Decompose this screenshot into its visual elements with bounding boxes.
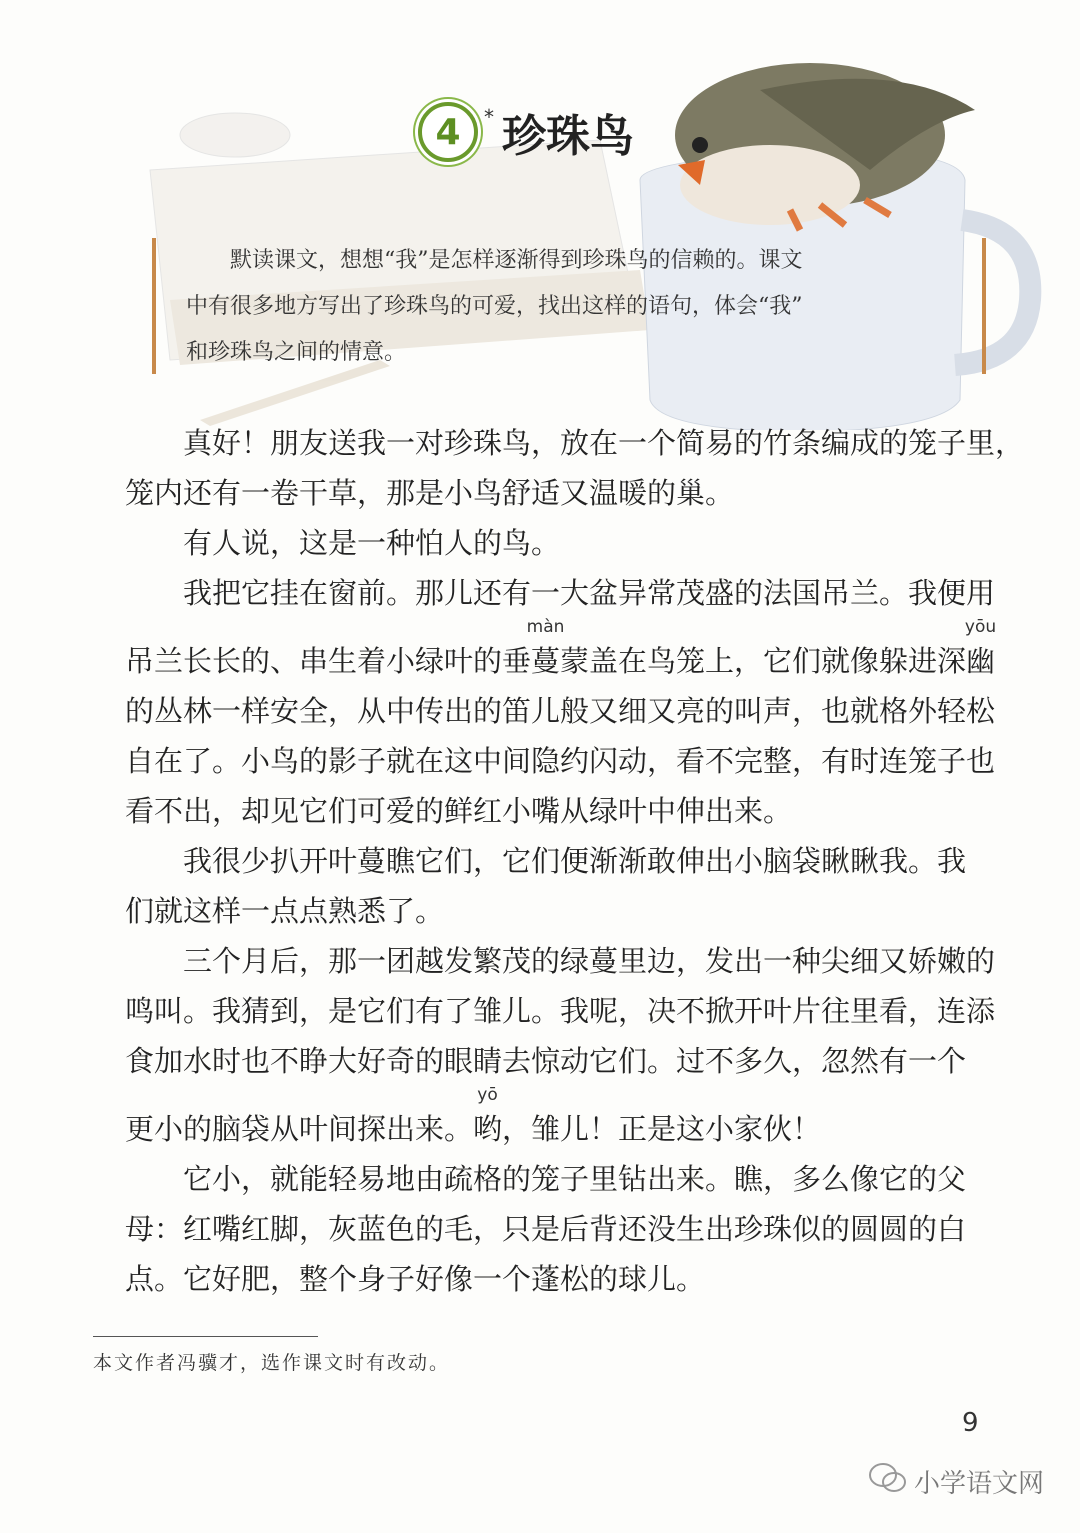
pinyin-annotated-char: 哟 yō <box>473 1085 503 1146</box>
paragraph-line: 真好！朋友送我一对珍珠鸟，放在一个简易的竹条编成的笼子里， <box>183 426 1025 460</box>
pinyin-annotated-char: 幽 yōu <box>964 617 997 678</box>
guide-line: 默读课文，想想“我”是怎样逐渐得到珍珠鸟的信赖的。课文 <box>186 248 803 273</box>
lesson-body-text <box>125 418 1025 1304</box>
paragraph-line: 吊兰长长的、串生着小绿叶的垂蔓 màn 蒙盖在鸟笼上，它们就像躲进深幽 yōu <box>125 618 1025 686</box>
paragraph-line: 们就这样一点点熟悉了。 <box>125 894 445 928</box>
lesson-title <box>418 100 634 164</box>
paragraph-line: 食加水时也不睁大好奇的眼睛去惊动它们。过不多久，忽然有一个 <box>125 1044 967 1078</box>
watermark-text: 小学语文网 <box>914 1469 1045 1499</box>
footnote: 本文作者冯骥才，选作课文时有改动。 <box>93 1352 451 1374</box>
paragraph-line: 的丛林一样安全，从中传出的笛儿般又细又亮的叫声，也就格外轻松 <box>125 694 996 728</box>
paragraph-line: 点。它好肥，整个身子好像一个蓬松的球儿。 <box>125 1262 706 1296</box>
lesson-title-text: 珍珠鸟 <box>502 111 634 162</box>
paragraph-line: 自在了。小鸟的影子就在这中间隐约闪动，看不完整，有时连笼子也 <box>125 744 996 778</box>
pinyin: yōu <box>964 617 997 637</box>
paragraph-line: 三个月后，那一团越发繁茂的绿蔓里边，发出一种尖细又娇嫩的 <box>183 944 996 978</box>
paragraph-line: 它小，就能轻易地由疏格的笼子里钻出来。瞧，多么像它的父 <box>183 1162 967 1196</box>
pinyin: màn <box>526 617 565 637</box>
self-study-marker: * <box>484 105 494 129</box>
paragraph-line: 有人说，这是一种怕人的鸟。 <box>183 526 561 560</box>
watermark <box>868 1460 1044 1503</box>
paragraph-line: 鸣叫。我猜到，是它们有了雏儿。我呢，决不掀开叶片往里看，连添 <box>125 994 996 1028</box>
pinyin-annotated-char: 蔓 màn <box>526 617 565 678</box>
page-number: 9 <box>962 1408 979 1438</box>
paragraph-line: 看不出，却见它们可爱的鲜红小嘴从绿叶中伸出来。 <box>125 794 793 828</box>
guide-line: 和珍珠鸟之间的情意。 <box>186 340 407 365</box>
footnote-divider <box>93 1336 318 1337</box>
paragraph-line: 我把它挂在窗前。那儿还有一大盆异常茂盛的法国吊兰。我便用 <box>183 576 996 610</box>
guide-line: 中有很多地方写出了珍珠鸟的可爱，找出这样的语句，体会“我” <box>186 294 803 319</box>
reading-guide-box <box>152 238 986 374</box>
pinyin: yō <box>477 1085 498 1105</box>
paragraph-line: 更小的脑袋从叶间探出来。哟 yō ，雏儿！正是这小家伙！ <box>125 1086 1025 1154</box>
paragraph-line: 母：红嘴红脚，灰蓝色的毛，只是后背还没生出珍珠似的圆圆的白 <box>125 1212 967 1246</box>
paragraph-line: 笼内还有一卷干草，那是小鸟舒适又温暖的巢。 <box>125 476 735 510</box>
wechat-icon <box>868 1460 908 1503</box>
paragraph-line: 我很少扒开叶蔓瞧它们，它们便渐渐敢伸出小脑袋瞅瞅我。我 <box>183 844 967 878</box>
lesson-number-badge: 4 <box>418 102 478 162</box>
